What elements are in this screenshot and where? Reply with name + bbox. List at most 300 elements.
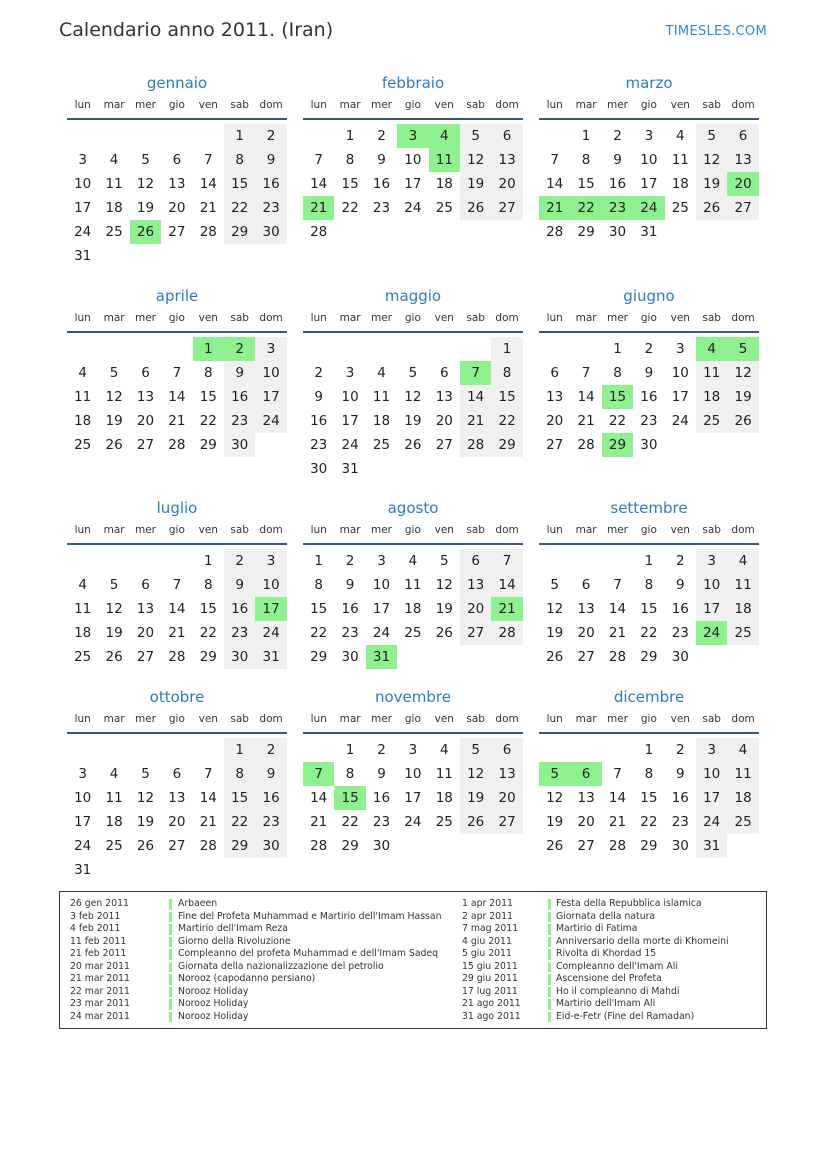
holiday-day: 5 bbox=[727, 337, 758, 361]
day-cell: 16 bbox=[640, 389, 658, 405]
day-cell: 28 bbox=[608, 838, 627, 854]
month-name: settembre bbox=[610, 499, 688, 517]
weekday-label: sab bbox=[702, 524, 721, 536]
day-cell: 13 bbox=[168, 790, 186, 806]
day-cell: 1 bbox=[224, 738, 255, 762]
weekday-label: gio bbox=[168, 524, 185, 536]
day-cell: 22 bbox=[224, 810, 255, 834]
weekday-label: lun bbox=[546, 312, 563, 324]
day-cell: 9 bbox=[345, 577, 355, 593]
day-cell: 11 bbox=[727, 573, 758, 597]
weekday-label: mer bbox=[134, 99, 156, 111]
holiday-name: Martirio di Fatima bbox=[556, 923, 638, 934]
day-cell: 22 bbox=[199, 625, 217, 641]
day-cell: 12 bbox=[460, 762, 491, 786]
holiday-date: 21 feb 2011 bbox=[70, 948, 127, 959]
day-cell: 8 bbox=[644, 766, 654, 782]
weekday-label: gio bbox=[168, 99, 185, 111]
weekday-label: mar bbox=[575, 312, 597, 324]
day-cell: 2 bbox=[224, 549, 255, 573]
day-cell: 28 bbox=[168, 437, 186, 453]
day-cell: 17 bbox=[404, 790, 422, 806]
day-cell: 24 bbox=[372, 625, 391, 641]
holiday-marker bbox=[548, 1012, 551, 1023]
day-cell: 26 bbox=[404, 437, 422, 453]
day-cell: 6 bbox=[460, 549, 491, 573]
holiday-day: 22 bbox=[570, 196, 601, 220]
day-cell: 19 bbox=[404, 413, 422, 429]
day-cell: 15 bbox=[491, 385, 522, 409]
holiday-date: 29 giu 2011 bbox=[462, 973, 518, 984]
day-cell: 21 bbox=[577, 413, 595, 429]
day-cell: 13 bbox=[577, 601, 595, 617]
day-cell: 4 bbox=[727, 738, 758, 762]
day-cell: 14 bbox=[199, 790, 217, 806]
weekday-label: ven bbox=[434, 312, 454, 324]
day-cell: 22 bbox=[341, 814, 359, 830]
day-cell: 29 bbox=[341, 838, 359, 854]
day-cell: 20 bbox=[577, 814, 595, 830]
holiday-date: 11 feb 2011 bbox=[70, 935, 127, 947]
holiday-date: 21 ago 2011 bbox=[462, 998, 521, 1009]
day-cell: 27 bbox=[136, 649, 155, 665]
day-cell: 10 bbox=[696, 573, 727, 597]
day-cell: 7 bbox=[613, 577, 622, 593]
holiday-name: Arbaeen bbox=[178, 898, 218, 909]
weekday-label: mar bbox=[339, 312, 361, 324]
holiday-day: 1 bbox=[193, 337, 224, 361]
weekday-label: sab bbox=[702, 713, 721, 725]
day-cell: 31 bbox=[640, 224, 658, 240]
header-rule bbox=[67, 118, 287, 120]
day-cell: 27 bbox=[491, 810, 522, 834]
holiday-marker bbox=[169, 974, 172, 985]
day-cell: 14 bbox=[546, 176, 564, 192]
day-cell: 28 bbox=[310, 224, 328, 240]
day-cell: 9 bbox=[224, 573, 255, 597]
day-cell: 28 bbox=[577, 437, 595, 453]
day-cell: 21 bbox=[608, 625, 627, 641]
day-cell: 17 bbox=[341, 413, 359, 429]
day-cell: 14 bbox=[460, 385, 491, 409]
day-cell: 11 bbox=[105, 176, 123, 192]
holiday-marker bbox=[548, 949, 551, 960]
day-cell: 2 bbox=[644, 341, 654, 357]
day-cell: 9 bbox=[224, 361, 255, 385]
day-cell: 12 bbox=[546, 601, 564, 617]
holiday-marker bbox=[548, 962, 551, 973]
day-cell: 20 bbox=[577, 625, 595, 641]
weekday-label: lun bbox=[74, 99, 91, 111]
weekday-label: mar bbox=[339, 524, 361, 536]
day-cell: 7 bbox=[203, 766, 213, 782]
holiday-day: 21 bbox=[539, 196, 570, 220]
holiday-date: 26 gen 2011 bbox=[70, 898, 129, 909]
holiday-day: 31 bbox=[366, 645, 397, 669]
holiday-day: 7 bbox=[460, 361, 491, 385]
day-cell: 17 bbox=[74, 200, 92, 216]
day-cell: 26 bbox=[727, 409, 758, 433]
day-cell: 10 bbox=[372, 577, 391, 593]
holiday-day: 15 bbox=[334, 786, 365, 810]
day-cell: 13 bbox=[168, 176, 186, 192]
month-name: ottobre bbox=[149, 688, 205, 706]
day-cell: 10 bbox=[696, 762, 727, 786]
weekday-header bbox=[303, 713, 523, 731]
day-cell: 4 bbox=[675, 128, 685, 144]
day-cell: 23 bbox=[640, 413, 658, 429]
weekday-label: ven bbox=[670, 312, 690, 324]
day-cell: 25 bbox=[727, 810, 758, 834]
day-cell: 30 bbox=[310, 461, 328, 477]
day-cell: 8 bbox=[644, 577, 654, 593]
weekday-label: ven bbox=[434, 524, 454, 536]
day-cell: 26 bbox=[435, 625, 453, 641]
header-rule bbox=[303, 543, 523, 545]
day-cell: 9 bbox=[675, 577, 685, 593]
day-cell: 27 bbox=[491, 196, 522, 220]
day-cell: 13 bbox=[491, 762, 522, 786]
weekday-label: mer bbox=[134, 312, 156, 324]
weekday-label: sab bbox=[702, 312, 721, 324]
day-cell: 20 bbox=[168, 814, 186, 830]
day-cell: 3 bbox=[255, 549, 286, 573]
day-cell: 17 bbox=[372, 601, 391, 617]
day-cell: 17 bbox=[404, 176, 422, 192]
day-cell: 8 bbox=[581, 152, 591, 168]
day-cell: 5 bbox=[460, 124, 491, 148]
holiday-date: 24 mar 2011 bbox=[70, 1010, 130, 1022]
day-cell: 19 bbox=[460, 172, 491, 196]
holiday-day: 20 bbox=[727, 172, 758, 196]
day-cell: 15 bbox=[224, 786, 255, 810]
weekday-label: mar bbox=[575, 99, 597, 111]
header-rule bbox=[303, 118, 523, 120]
day-cell: 2 bbox=[613, 128, 622, 144]
day-cell: 9 bbox=[675, 766, 685, 782]
day-cell: 15 bbox=[199, 389, 217, 405]
day-cell: 29 bbox=[199, 437, 217, 453]
day-cell: 17 bbox=[696, 597, 727, 621]
day-cell: 20 bbox=[546, 413, 564, 429]
page-title: Calendario anno 2011. (Iran) bbox=[59, 19, 334, 41]
day-cell: 30 bbox=[224, 433, 255, 457]
site-link[interactable]: TIMESLES.COM bbox=[665, 24, 767, 39]
day-cell: 19 bbox=[546, 625, 564, 641]
header-rule bbox=[67, 732, 287, 734]
day-cell: 7 bbox=[613, 766, 622, 782]
day-cell: 6 bbox=[581, 577, 591, 593]
day-cell: 8 bbox=[613, 365, 622, 381]
day-cell: 18 bbox=[435, 790, 453, 806]
holiday-marker bbox=[548, 987, 551, 998]
day-cell: 16 bbox=[255, 786, 286, 810]
day-cell: 24 bbox=[696, 810, 727, 834]
day-cell: 4 bbox=[78, 365, 87, 381]
header-rule bbox=[303, 732, 523, 734]
holiday-marker bbox=[548, 912, 551, 923]
day-cell: 7 bbox=[203, 152, 213, 168]
weekday-header bbox=[67, 312, 287, 330]
day-cell: 28 bbox=[608, 649, 627, 665]
day-cell: 4 bbox=[377, 365, 386, 381]
weekday-label: dom bbox=[731, 312, 755, 324]
holiday-marker bbox=[169, 1012, 172, 1023]
weekday-label: lun bbox=[546, 713, 563, 725]
day-cell: 18 bbox=[696, 385, 727, 409]
day-cell: 10 bbox=[640, 152, 658, 168]
weekday-label: dom bbox=[259, 312, 283, 324]
holiday-name: Fine del Profeta Muhammad e Martirio dell'Imam Hassan bbox=[178, 910, 442, 922]
holiday-marker bbox=[169, 962, 172, 973]
day-cell: 15 bbox=[341, 176, 359, 192]
weekday-label: mar bbox=[339, 713, 361, 725]
day-cell: 27 bbox=[460, 621, 491, 645]
day-cell: 1 bbox=[581, 128, 591, 144]
day-cell: 10 bbox=[74, 790, 92, 806]
day-cell: 25 bbox=[671, 200, 689, 216]
day-cell: 9 bbox=[314, 389, 323, 405]
day-cell: 2 bbox=[675, 553, 685, 569]
holiday-day: 7 bbox=[303, 762, 334, 786]
day-cell: 25 bbox=[74, 437, 92, 453]
weekday-label: gio bbox=[640, 312, 657, 324]
day-cell: 10 bbox=[74, 176, 92, 192]
day-cell: 12 bbox=[105, 389, 123, 405]
day-cell: 30 bbox=[671, 649, 689, 665]
day-cell: 31 bbox=[255, 645, 286, 669]
weekday-label: ven bbox=[434, 713, 454, 725]
day-cell: 3 bbox=[78, 766, 87, 782]
day-cell: 17 bbox=[671, 389, 689, 405]
weekday-label: ven bbox=[670, 524, 690, 536]
header-rule bbox=[539, 732, 759, 734]
day-cell: 3 bbox=[696, 549, 727, 573]
day-cell: 6 bbox=[172, 766, 182, 782]
day-cell: 19 bbox=[435, 601, 453, 617]
day-cell: 12 bbox=[696, 148, 727, 172]
day-cell: 21 bbox=[608, 814, 627, 830]
day-cell: 6 bbox=[141, 577, 150, 593]
weekday-label: gio bbox=[168, 713, 185, 725]
day-cell: 30 bbox=[372, 838, 391, 854]
day-cell: 9 bbox=[255, 762, 286, 786]
weekday-label: lun bbox=[310, 524, 327, 536]
day-cell: 18 bbox=[105, 200, 123, 216]
day-cell: 27 bbox=[168, 838, 186, 854]
weekday-label: ven bbox=[198, 99, 218, 111]
weekday-label: dom bbox=[495, 312, 519, 324]
day-cell: 10 bbox=[404, 766, 422, 782]
day-cell: 7 bbox=[172, 365, 182, 381]
day-cell: 29 bbox=[491, 433, 522, 457]
day-cell: 1 bbox=[491, 337, 522, 361]
month-name: dicembre bbox=[613, 688, 685, 706]
day-cell: 23 bbox=[255, 810, 286, 834]
day-cell: 23 bbox=[341, 625, 359, 641]
day-cell: 18 bbox=[671, 176, 689, 192]
weekday-label: mer bbox=[606, 312, 628, 324]
day-cell: 14 bbox=[310, 176, 328, 192]
day-cell: 19 bbox=[136, 814, 155, 830]
day-cell: 3 bbox=[78, 152, 87, 168]
day-cell: 3 bbox=[408, 742, 418, 758]
day-cell: 11 bbox=[404, 577, 422, 593]
day-cell: 16 bbox=[224, 385, 255, 409]
day-cell: 20 bbox=[168, 200, 186, 216]
weekday-label: mar bbox=[103, 312, 125, 324]
day-cell: 16 bbox=[671, 601, 689, 617]
day-cell: 14 bbox=[577, 389, 595, 405]
day-cell: 23 bbox=[671, 814, 689, 830]
holiday-name: Rivolta di Khordad 15 bbox=[556, 948, 657, 959]
day-cell: 3 bbox=[675, 341, 685, 357]
day-cell: 29 bbox=[224, 220, 255, 244]
month-name: marzo bbox=[625, 74, 673, 92]
weekday-label: gio bbox=[168, 312, 185, 324]
holiday-legend bbox=[59, 891, 767, 1029]
holiday-day: 4 bbox=[696, 337, 727, 361]
weekday-header bbox=[67, 99, 287, 117]
day-cell: 4 bbox=[727, 549, 758, 573]
weekday-label: lun bbox=[546, 524, 563, 536]
day-cell: 7 bbox=[550, 152, 559, 168]
day-cell: 19 bbox=[136, 200, 155, 216]
day-cell: 8 bbox=[224, 148, 255, 172]
day-cell: 17 bbox=[696, 786, 727, 810]
day-cell: 23 bbox=[255, 196, 286, 220]
holiday-day: 21 bbox=[303, 196, 334, 220]
holiday-name: Martirio dell'Imam Reza bbox=[178, 923, 289, 934]
day-cell: 24 bbox=[255, 621, 286, 645]
day-cell: 28 bbox=[491, 621, 522, 645]
day-cell: 8 bbox=[203, 577, 213, 593]
day-cell: 30 bbox=[341, 649, 359, 665]
day-cell: 26 bbox=[460, 810, 491, 834]
weekday-label: ven bbox=[434, 99, 454, 111]
day-cell: 18 bbox=[727, 786, 758, 810]
day-cell: 22 bbox=[224, 196, 255, 220]
month-name: aprile bbox=[155, 287, 199, 305]
holiday-date: 20 mar 2011 bbox=[70, 960, 130, 972]
day-cell: 27 bbox=[546, 437, 564, 453]
day-cell: 24 bbox=[74, 224, 92, 240]
day-cell: 28 bbox=[199, 224, 217, 240]
holiday-date: 31 ago 2011 bbox=[462, 1010, 521, 1022]
holiday-date: 7 mag 2011 bbox=[462, 923, 519, 934]
day-cell: 13 bbox=[460, 573, 491, 597]
weekday-label: lun bbox=[546, 99, 563, 111]
weekday-label: dom bbox=[495, 99, 519, 111]
day-cell: 6 bbox=[141, 365, 150, 381]
day-cell: 11 bbox=[727, 762, 758, 786]
weekday-header bbox=[303, 524, 523, 542]
day-cell: 26 bbox=[105, 649, 123, 665]
holiday-day: 5 bbox=[539, 762, 570, 786]
header-rule bbox=[539, 331, 759, 333]
holiday-marker bbox=[548, 974, 551, 985]
day-cell: 2 bbox=[675, 742, 685, 758]
day-cell: 6 bbox=[172, 152, 182, 168]
day-cell: 11 bbox=[435, 766, 453, 782]
holiday-marker bbox=[548, 899, 551, 910]
day-cell: 20 bbox=[491, 786, 522, 810]
day-cell: 29 bbox=[199, 649, 217, 665]
day-cell: 18 bbox=[435, 176, 453, 192]
month-name: gennaio bbox=[146, 74, 208, 92]
day-cell: 12 bbox=[404, 389, 422, 405]
weekday-label: dom bbox=[731, 713, 755, 725]
day-cell: 12 bbox=[105, 601, 123, 617]
day-cell: 2 bbox=[377, 128, 386, 144]
weekday-label: gio bbox=[640, 524, 657, 536]
weekday-label: sab bbox=[466, 99, 485, 111]
day-cell: 29 bbox=[577, 224, 595, 240]
weekday-label: gio bbox=[640, 713, 657, 725]
day-cell: 10 bbox=[404, 152, 422, 168]
day-cell: 10 bbox=[255, 573, 286, 597]
holiday-marker bbox=[169, 999, 172, 1010]
weekday-label: dom bbox=[495, 713, 519, 725]
holiday-date: 17 lug 2011 bbox=[462, 985, 518, 997]
day-cell: 22 bbox=[491, 409, 522, 433]
day-cell: 17 bbox=[74, 814, 92, 830]
day-cell: 12 bbox=[136, 176, 155, 192]
weekday-label: gio bbox=[404, 713, 421, 725]
holiday-day: 23 bbox=[602, 196, 633, 220]
day-cell: 5 bbox=[109, 365, 119, 381]
weekday-label: sab bbox=[466, 524, 485, 536]
holiday-date: 3 feb 2011 bbox=[70, 910, 121, 922]
month-name: maggio bbox=[384, 287, 442, 305]
day-cell: 10 bbox=[341, 389, 359, 405]
day-cell: 25 bbox=[105, 838, 123, 854]
weekday-label: ven bbox=[670, 99, 690, 111]
day-cell: 13 bbox=[727, 148, 758, 172]
day-cell: 25 bbox=[74, 649, 92, 665]
holiday-name: Norooz (capodanno persiano) bbox=[178, 973, 316, 984]
day-cell: 14 bbox=[168, 389, 186, 405]
day-cell: 14 bbox=[310, 790, 328, 806]
holiday-name: Giornata della nazionalizzazione del petrolio bbox=[178, 960, 384, 972]
weekday-label: dom bbox=[731, 99, 755, 111]
day-cell: 23 bbox=[310, 437, 328, 453]
weekday-label: lun bbox=[310, 312, 327, 324]
holiday-name: Giornata della natura bbox=[556, 910, 656, 922]
weekday-header bbox=[67, 713, 287, 731]
holiday-marker bbox=[169, 937, 172, 948]
day-cell: 24 bbox=[255, 409, 286, 433]
day-cell: 12 bbox=[435, 577, 453, 593]
weekday-label: dom bbox=[259, 99, 283, 111]
day-cell: 18 bbox=[372, 413, 391, 429]
holiday-day: 11 bbox=[429, 148, 460, 172]
weekday-header bbox=[303, 312, 523, 330]
holiday-name: Ho il compleanno di Mahdi bbox=[556, 985, 680, 997]
day-cell: 14 bbox=[608, 790, 627, 806]
day-cell: 16 bbox=[608, 176, 627, 192]
header-rule bbox=[67, 543, 287, 545]
holiday-day: 17 bbox=[255, 597, 286, 621]
day-cell: 19 bbox=[105, 413, 123, 429]
day-cell: 28 bbox=[168, 649, 186, 665]
day-cell: 2 bbox=[377, 742, 386, 758]
holiday-marker bbox=[169, 924, 172, 935]
weekday-label: mer bbox=[370, 713, 392, 725]
day-cell: 19 bbox=[696, 172, 727, 196]
day-cell: 15 bbox=[640, 601, 658, 617]
holiday-day: 21 bbox=[491, 597, 522, 621]
